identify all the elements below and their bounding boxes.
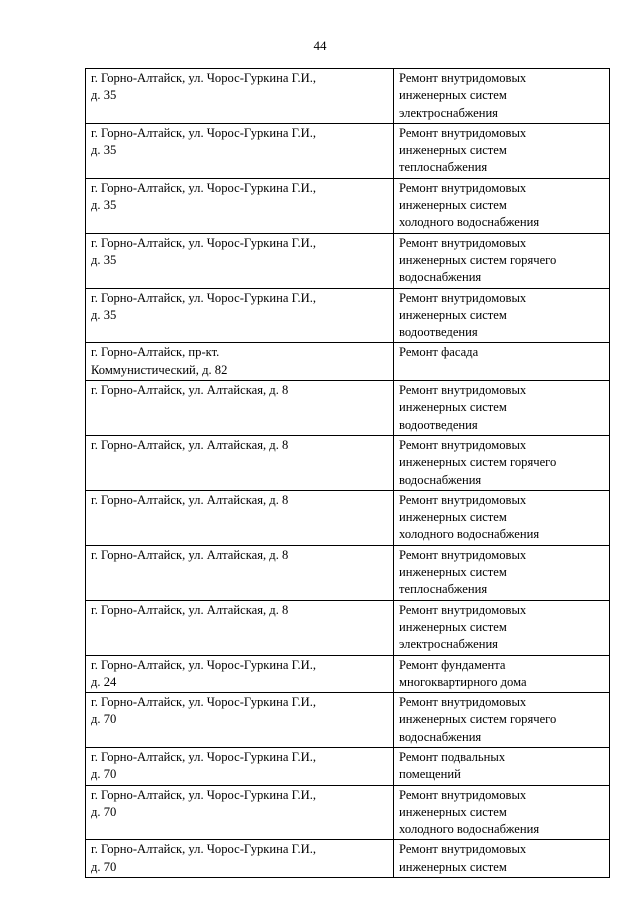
address-line: г. Горно-Алтайск, ул. Чорос-Гуркина Г.И.,	[91, 749, 317, 764]
work-type-line: инженерных систем	[399, 859, 507, 874]
work-type-line: Ремонт внутридомовых	[399, 602, 527, 617]
work-type-line: многоквартирного дома	[399, 674, 527, 689]
work-type-line: инженерных систем	[399, 619, 507, 634]
address-cell	[86, 381, 394, 436]
work-type-cell	[394, 343, 610, 381]
work-type-line: Ремонт внутридомовых	[399, 842, 527, 857]
works-table	[85, 68, 610, 878]
work-type-line: водоснабжения	[399, 729, 482, 744]
work-type-line: Ремонт фундамента	[399, 657, 506, 672]
address-line: Коммунистический, д. 82	[91, 362, 228, 377]
work-type-line: холодного водоснабжения	[399, 527, 540, 542]
work-type-line: холодного водоснабжения	[399, 822, 540, 837]
address-cell	[86, 178, 394, 233]
address-line: г. Горно-Алтайск, ул. Чорос-Гуркина Г.И.,	[91, 787, 317, 802]
table-row	[86, 123, 610, 178]
address-line: г. Горно-Алтайск, ул. Чорос-Гуркина Г.И.,	[91, 71, 317, 85]
page-number: 44	[313, 38, 327, 53]
table-row	[86, 233, 610, 288]
work-type-cell	[394, 747, 610, 785]
work-type-line: Ремонт внутридомовых	[399, 235, 527, 250]
work-type-line: Ремонт внутридомовых	[399, 180, 527, 195]
work-type-line: Ремонт внутридомовых	[399, 437, 527, 452]
address-cell	[86, 233, 394, 288]
address-line: д. 24	[91, 674, 117, 689]
address-line: г. Горно-Алтайск, ул. Чорос-Гуркина Г.И.,	[91, 842, 317, 857]
work-type-line: теплоснабжения	[399, 582, 488, 597]
address-line: г. Горно-Алтайск, ул. Алтайская, д. 8	[91, 437, 289, 452]
address-cell	[86, 747, 394, 785]
table-row	[86, 490, 610, 545]
address-line: д. 70	[91, 767, 117, 782]
work-type-line: Ремонт внутридомовых	[399, 383, 527, 398]
address-line: д. 35	[91, 143, 117, 158]
address-cell	[86, 288, 394, 343]
works-table-body	[86, 69, 610, 878]
address-line: д. 70	[91, 859, 117, 874]
table-row	[86, 545, 610, 600]
work-type-cell	[394, 288, 610, 343]
address-line: г. Горно-Алтайск, ул. Чорос-Гуркина Г.И.,	[91, 695, 317, 710]
address-cell	[86, 840, 394, 878]
table-row	[86, 693, 610, 748]
table-row	[86, 655, 610, 693]
table-row	[86, 343, 610, 381]
work-type-cell	[394, 381, 610, 436]
work-type-line: инженерных систем горячего	[399, 455, 557, 470]
work-type-line: помещений	[399, 767, 461, 782]
work-type-line: Ремонт внутридомовых	[399, 125, 527, 140]
address-cell	[86, 785, 394, 840]
work-type-line: Ремонт подвальных	[399, 749, 506, 764]
address-cell	[86, 600, 394, 655]
address-line: г. Горно-Алтайск, пр-кт.	[91, 345, 220, 360]
table-row	[86, 435, 610, 490]
work-type-line: водоснабжения	[399, 270, 482, 285]
work-type-cell	[394, 233, 610, 288]
address-cell	[86, 123, 394, 178]
table-row	[86, 600, 610, 655]
address-cell	[86, 69, 394, 124]
address-line: г. Горно-Алтайск, ул. Алтайская, д. 8	[91, 383, 289, 398]
address-line: д. 35	[91, 88, 117, 103]
table-row	[86, 785, 610, 840]
table-row	[86, 288, 610, 343]
work-type-cell	[394, 840, 610, 878]
work-type-cell	[394, 600, 610, 655]
address-cell	[86, 655, 394, 693]
work-type-line: водоснабжения	[399, 472, 482, 487]
work-type-line: Ремонт внутридомовых	[399, 71, 527, 85]
work-type-cell	[394, 655, 610, 693]
address-line: д. 35	[91, 252, 117, 267]
address-cell	[86, 693, 394, 748]
work-type-line: электроснабжения	[399, 637, 498, 652]
address-line: г. Горно-Алтайск, ул. Чорос-Гуркина Г.И.,	[91, 657, 317, 672]
address-line: г. Горно-Алтайск, ул. Алтайская, д. 8	[91, 547, 289, 562]
address-line: г. Горно-Алтайск, ул. Чорос-Гуркина Г.И.,	[91, 290, 317, 305]
address-line: г. Горно-Алтайск, ул. Алтайская, д. 8	[91, 492, 289, 507]
work-type-line: водоотведения	[399, 325, 478, 340]
address-cell	[86, 545, 394, 600]
work-type-cell	[394, 435, 610, 490]
address-line: г. Горно-Алтайск, ул. Чорос-Гуркина Г.И.,	[91, 235, 317, 250]
work-type-line: Ремонт внутридомовых	[399, 547, 527, 562]
work-type-line: Ремонт внутридомовых	[399, 787, 527, 802]
address-cell	[86, 435, 394, 490]
table-row	[86, 381, 610, 436]
work-type-cell	[394, 785, 610, 840]
work-type-cell	[394, 178, 610, 233]
work-type-line: Ремонт внутридомовых	[399, 290, 527, 305]
work-type-cell	[394, 490, 610, 545]
work-type-line: холодного водоснабжения	[399, 215, 540, 230]
table-row	[86, 840, 610, 878]
work-type-line: инженерных систем	[399, 510, 507, 525]
address-cell	[86, 343, 394, 381]
work-type-line: инженерных систем	[399, 143, 507, 158]
work-type-cell	[394, 69, 610, 124]
address-line: д. 70	[91, 712, 117, 727]
address-line: д. 35	[91, 307, 117, 322]
work-type-line: инженерных систем горячего	[399, 252, 557, 267]
work-type-line: Ремонт внутридомовых	[399, 492, 527, 507]
work-type-line: теплоснабжения	[399, 160, 488, 175]
work-type-line: водоотведения	[399, 417, 478, 432]
work-type-line: инженерных систем	[399, 88, 507, 103]
address-line: г. Горно-Алтайск, ул. Чорос-Гуркина Г.И.,	[91, 125, 317, 140]
address-line: д. 35	[91, 198, 117, 213]
work-type-line: инженерных систем	[399, 400, 507, 415]
work-type-line: инженерных систем	[399, 804, 507, 819]
work-type-line: электроснабжения	[399, 105, 498, 120]
work-type-cell	[394, 545, 610, 600]
work-type-line: Ремонт фасада	[399, 345, 479, 360]
work-type-cell	[394, 123, 610, 178]
work-type-line: инженерных систем	[399, 198, 507, 213]
work-type-line: инженерных систем	[399, 565, 507, 580]
address-line: г. Горно-Алтайск, ул. Чорос-Гуркина Г.И.,	[91, 180, 317, 195]
table-row	[86, 747, 610, 785]
work-type-cell	[394, 693, 610, 748]
work-type-line: инженерных систем	[399, 307, 507, 322]
table-row	[86, 178, 610, 233]
address-line: г. Горно-Алтайск, ул. Алтайская, д. 8	[91, 602, 289, 617]
work-type-line: Ремонт внутридомовых	[399, 695, 527, 710]
address-line: д. 70	[91, 804, 117, 819]
table-row	[86, 69, 610, 124]
work-type-line: инженерных систем горячего	[399, 712, 557, 727]
address-cell	[86, 490, 394, 545]
